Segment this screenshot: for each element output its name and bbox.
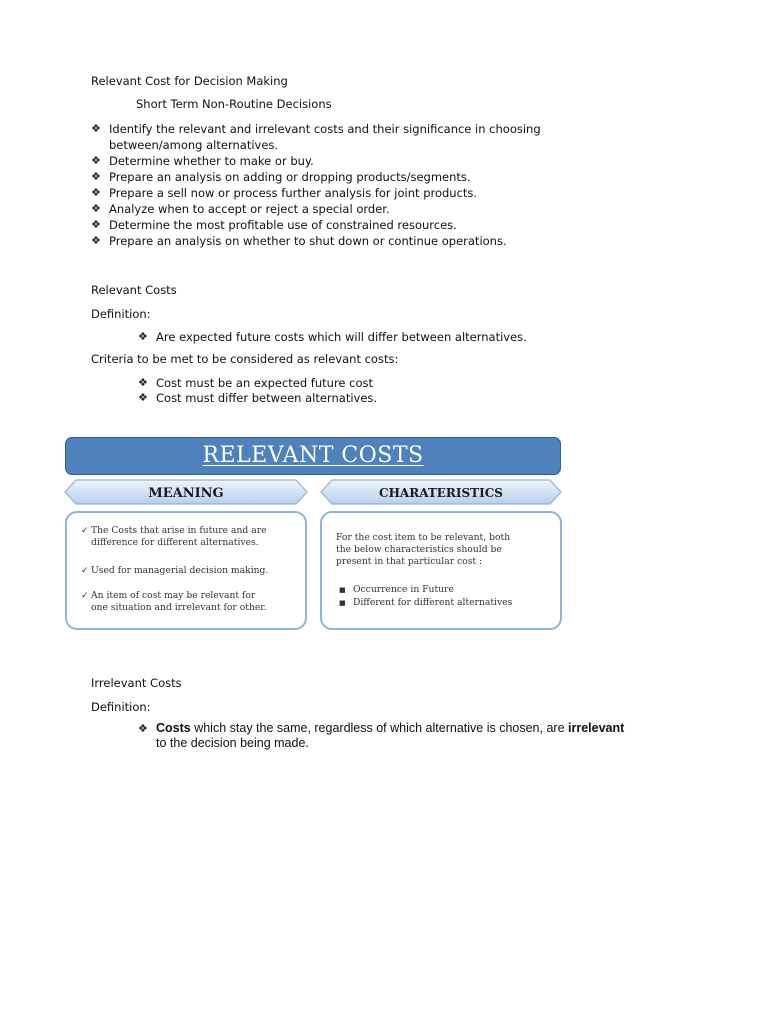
objective-item: ❖ Prepare a sell now or process further analysis for joint products. bbox=[91, 186, 478, 200]
meaning-item: ✓ An item of cost may be relevant for one situation and irrelevant for other. bbox=[81, 590, 267, 613]
irrelevant-definition-item: ❖ Costs which stay the same, regardless of which alternative is chosen, are irrelevant to the decision being made. bbox=[138, 721, 625, 750]
meaning-item: ✓ The Costs that arise in future and are difference for different alternatives. bbox=[81, 525, 267, 548]
diamond-bullet-icon: ❖ bbox=[91, 122, 101, 135]
check-icon: ✓ bbox=[81, 566, 89, 576]
diamond-bullet-icon: ❖ bbox=[138, 376, 148, 389]
document-title: Relevant Cost for Decision Making bbox=[91, 74, 288, 88]
diamond-bullet-icon: ❖ bbox=[91, 202, 101, 215]
diamond-bullet-icon: ❖ bbox=[91, 170, 101, 183]
diamond-bullet-icon: ❖ bbox=[138, 391, 148, 404]
irrelevant-definition-label: Definition: bbox=[91, 700, 151, 714]
meaning-panel bbox=[65, 511, 307, 630]
diagram-title-banner bbox=[65, 437, 561, 475]
diamond-bullet-icon: ❖ bbox=[91, 186, 101, 199]
objective-item: ❖ Prepare an analysis on adding or dropping products/segments. bbox=[91, 170, 471, 184]
diamond-bullet-icon: ❖ bbox=[91, 218, 101, 231]
document-subtitle: Short Term Non-Routine Decisions bbox=[136, 97, 332, 111]
characteristics-tab-label: CHARATERISTICS bbox=[379, 486, 503, 500]
irrelevant-costs-heading: Irrelevant Costs bbox=[91, 676, 182, 690]
objective-item: ❖ Determine whether to make or buy. bbox=[91, 154, 314, 168]
meaning-tab-label: MEANING bbox=[148, 486, 224, 501]
square-bullet-icon: ■ bbox=[339, 599, 346, 607]
meaning-item: ✓ Used for managerial decision making. bbox=[81, 565, 269, 576]
check-icon: ✓ bbox=[81, 591, 89, 601]
objective-item: ❖ Analyze when to accept or reject a special order. bbox=[91, 202, 390, 216]
relevant-definition-item: ❖ Are expected future costs which will differ between alternatives. bbox=[138, 330, 527, 344]
check-icon: ✓ bbox=[81, 526, 89, 536]
criteria-label: Criteria to be met to be considered as relevant costs: bbox=[91, 352, 399, 366]
objective-item: ❖ Prepare an analysis on whether to shut down or continue operations. bbox=[91, 234, 507, 248]
diagram-tabs bbox=[64, 479, 564, 507]
relevant-costs-heading: Relevant Costs bbox=[91, 283, 177, 297]
diamond-bullet-icon: ❖ bbox=[91, 234, 101, 247]
characteristics-panel bbox=[320, 511, 562, 630]
characteristics-item: ■ Different for different alternatives bbox=[336, 597, 512, 609]
diamond-bullet-icon: ❖ bbox=[91, 154, 101, 167]
characteristics-intro: For the cost item to be relevant, both the below characteristics should be present in that particular cost : bbox=[336, 532, 511, 567]
criteria-item: ❖ Cost must be an expected future cost bbox=[138, 376, 374, 390]
irrelevant-bold-term: irrelevant bbox=[568, 721, 625, 735]
objective-item: ❖ Determine the most profitable use of constrained resources. bbox=[91, 218, 457, 232]
relevant-definition-label: Definition: bbox=[91, 307, 151, 321]
diagram-title: RELEVANT COSTS bbox=[202, 443, 424, 468]
characteristics-item: ■ Occurrence in Future bbox=[336, 584, 454, 596]
diamond-bullet-icon: ❖ bbox=[138, 330, 148, 343]
square-bullet-icon: ■ bbox=[339, 586, 346, 594]
objective-item: ❖ Identify the relevant and irrelevant costs and their significance in choosing between/among alternatives. bbox=[91, 122, 541, 152]
criteria-item: ❖ Cost must differ between alternatives. bbox=[138, 391, 378, 405]
diamond-bullet-icon: ❖ bbox=[138, 722, 148, 735]
costs-bold-term: Costs bbox=[156, 721, 191, 735]
